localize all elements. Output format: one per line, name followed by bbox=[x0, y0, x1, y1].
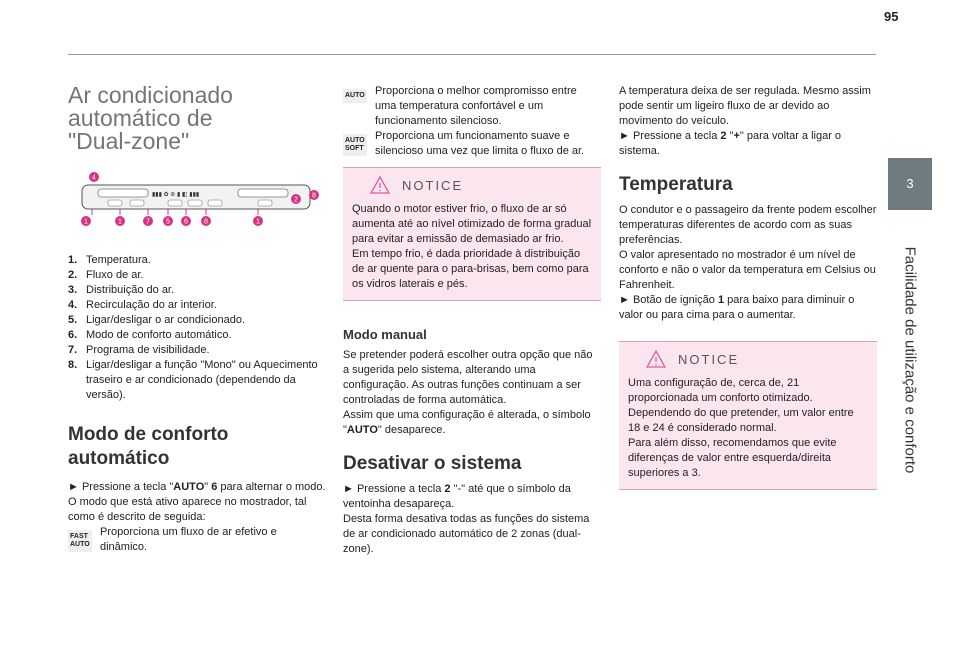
callout-label: 1 bbox=[118, 218, 122, 226]
fast-mode-row: FAST AUTO Proporciona um fluxo de ar efetivo e dinâmico. bbox=[70, 526, 277, 553]
auto-mode-row: AUTO Proporciona o melhor compromisso entre uma temperatura confortável e um funcionamento silencioso. bbox=[345, 85, 577, 127]
auto-icon: AUTO bbox=[343, 84, 375, 112]
chapter-side-title bbox=[886, 230, 934, 490]
manual-note: Assim que uma configuração é alterada, o símbolo "AUTO" desaparece. bbox=[343, 409, 591, 436]
chapter-tab[interactable]: 3 bbox=[888, 158, 932, 210]
auto-soft-icon: AUTO SOFT bbox=[343, 129, 375, 157]
warning-triangle-icon bbox=[370, 176, 390, 194]
column-2: AUTO Proporciona o melhor compromisso entre uma temperatura confortável e um funcionamento silencioso. AUTO SOFT Proporciona um funcionamento suave e silencioso uma vez que limita o fluxo de ar. NOTICE Quando o motor estiver frio, o fluxo de ar só aumenta até ao nível otimizado de forma gradual para evitar a emissão de demasiado ar frio. Em tempo frio, é dada prioridade à distribuição de ar quente para o para-brisas, bem como para os vidros laterais e pés. Modo manual Se pretender poderá escolher outra opção que não a sugerida pelo sistema, alterando uma configuração. As outras funções continuam a ser controladas de forma automática. Assim que uma configuração é alterada, o símbolo "AUTO" desaparece. Desativar o sistema ► Pressione a tecla 2 "-" até que o símbolo da ventoinha desapareça. Desta forma desativa todas as funções do sistema de ar condicionado automático de 2 zonas (dual-zone). bbox=[343, 84, 601, 557]
callout-label: 8 bbox=[312, 192, 316, 200]
section-heading-auto: Modo de conforto automático bbox=[68, 424, 229, 469]
reactivate-instruction: ► Pressione a tecla 2 "+" para voltar a ligar o sistema. bbox=[619, 130, 842, 157]
column-3: A temperatura deixa de ser regulada. Mesmo assim pode sentir um ligeiro fluxo de ar devido ao movimento do veículo. ► Pressione a tecla 2 "+" para voltar a ligar o sistema. Temperatura O condutor e o passageiro da frente podem escolher temperaturas diferentes de acordo com as suas preferências. O valor apresentado no mostrador é um nível de conforto e não o valor da temperatura em Celsius ou Fahrenheit. ► Botão de ignição 1 para baixo para diminuir o valor ou para cima para o aumentar. NOTICE Uma configuração de, cerca de, 21 proporcionada um conforto otimizado. Dependendo do que pretender, um valor entre 18 e 24 é considerado normal. Para além disso, recomendamos que evite diferenças de valor entre esquerda/direita superiores a 3. bbox=[619, 84, 877, 490]
legend-item: 5. Ligar/desligar o ar condicionado. bbox=[68, 314, 245, 326]
section-heading-temperature: Temperatura bbox=[619, 174, 733, 195]
callout-label: 7 bbox=[146, 218, 150, 226]
callout-label: 1 bbox=[256, 218, 260, 226]
notice-box-1: NOTICE Quando o motor estiver frio, o fluxo de ar só aumenta até ao nível otimizado de forma gradual para evitar a emissão de demasiado ar frio. Em tempo frio, é dada prioridade à distribuição de ar quente para o para-brisas, bem como para os vidros laterais e pés. bbox=[343, 167, 601, 301]
svg-text:▮▮▮ ✿ ⊛ ▮ ◧ ▮▮▮: ▮▮▮ ✿ ⊛ ▮ ◧ ▮▮▮ bbox=[152, 192, 200, 198]
legend-item: 2. Fluxo de ar. bbox=[68, 269, 144, 281]
callout-label: 5 bbox=[166, 218, 170, 226]
legend-item: 8. Ligar/desligar a função "Mono" ou Aquecimento traseiro e ar condicionado (dependendo da versão). bbox=[68, 359, 318, 401]
deactivate-instruction: ► Pressione a tecla 2 "-" até que o símbolo da ventoinha desapareça. bbox=[343, 483, 571, 510]
auto-instruction: ► Pressione a tecla "AUTO" 6 para alternar o modo. bbox=[68, 481, 326, 493]
section-heading-manual: Modo manual bbox=[343, 327, 427, 342]
notice-box-2: NOTICE Uma configuração de, cerca de, 21 proporcionada um conforto otimizado. Dependendo do que pretender, um valor entre 18 e 24 é considerado normal. Para além disso, recomendamos que evite diferenças de valor entre esquerda/direita superiores a 3. bbox=[619, 341, 877, 490]
notice-label: NOTICE bbox=[402, 177, 464, 193]
soft-mode-row: AUTO SOFT Proporciona um funcionamento suave e silencioso uma vez que limita o fluxo de ar. bbox=[345, 130, 585, 157]
climate-panel-drawing bbox=[68, 169, 324, 233]
control-panel-illustration bbox=[68, 169, 324, 233]
top-divider bbox=[68, 54, 876, 55]
chapter-title: Facilidade de utilização e conforto bbox=[901, 246, 919, 474]
legend-list bbox=[68, 253, 326, 403]
callout-label: 8 bbox=[204, 218, 208, 226]
notice-label: NOTICE bbox=[678, 351, 740, 367]
column-1 bbox=[68, 70, 326, 555]
legend-item: 3. Distribuição do ar. bbox=[68, 284, 175, 296]
fast-auto-icon: FAST AUTO bbox=[68, 525, 100, 553]
temperature-instruction: ► Botão de ignição 1 para baixo para diminuir o valor ou para cima para o aumentar. bbox=[619, 294, 855, 321]
callout-label: 6 bbox=[184, 218, 188, 226]
callout-label: 2 bbox=[294, 196, 298, 204]
legend-item: 1. Temperatura. bbox=[68, 254, 151, 266]
warning-triangle-icon bbox=[646, 350, 666, 368]
page-number: 95 bbox=[884, 9, 899, 24]
auto-description: O modo que está ativo aparece no mostrador, tal como é descrito de seguida: bbox=[68, 496, 307, 523]
legend-item: 6. Modo de conforto automático. bbox=[68, 329, 232, 341]
legend-item: 7. Programa de visibilidade. bbox=[68, 344, 210, 356]
callout-label: 1 bbox=[84, 218, 88, 226]
callout-label: 4 bbox=[92, 174, 96, 182]
legend-item: 4. Recirculação do ar interior. bbox=[68, 299, 217, 311]
page-title: Ar condicionado automático de "Dual-zone" bbox=[68, 82, 233, 154]
section-heading-deactivate: Desativar o sistema bbox=[343, 453, 522, 474]
